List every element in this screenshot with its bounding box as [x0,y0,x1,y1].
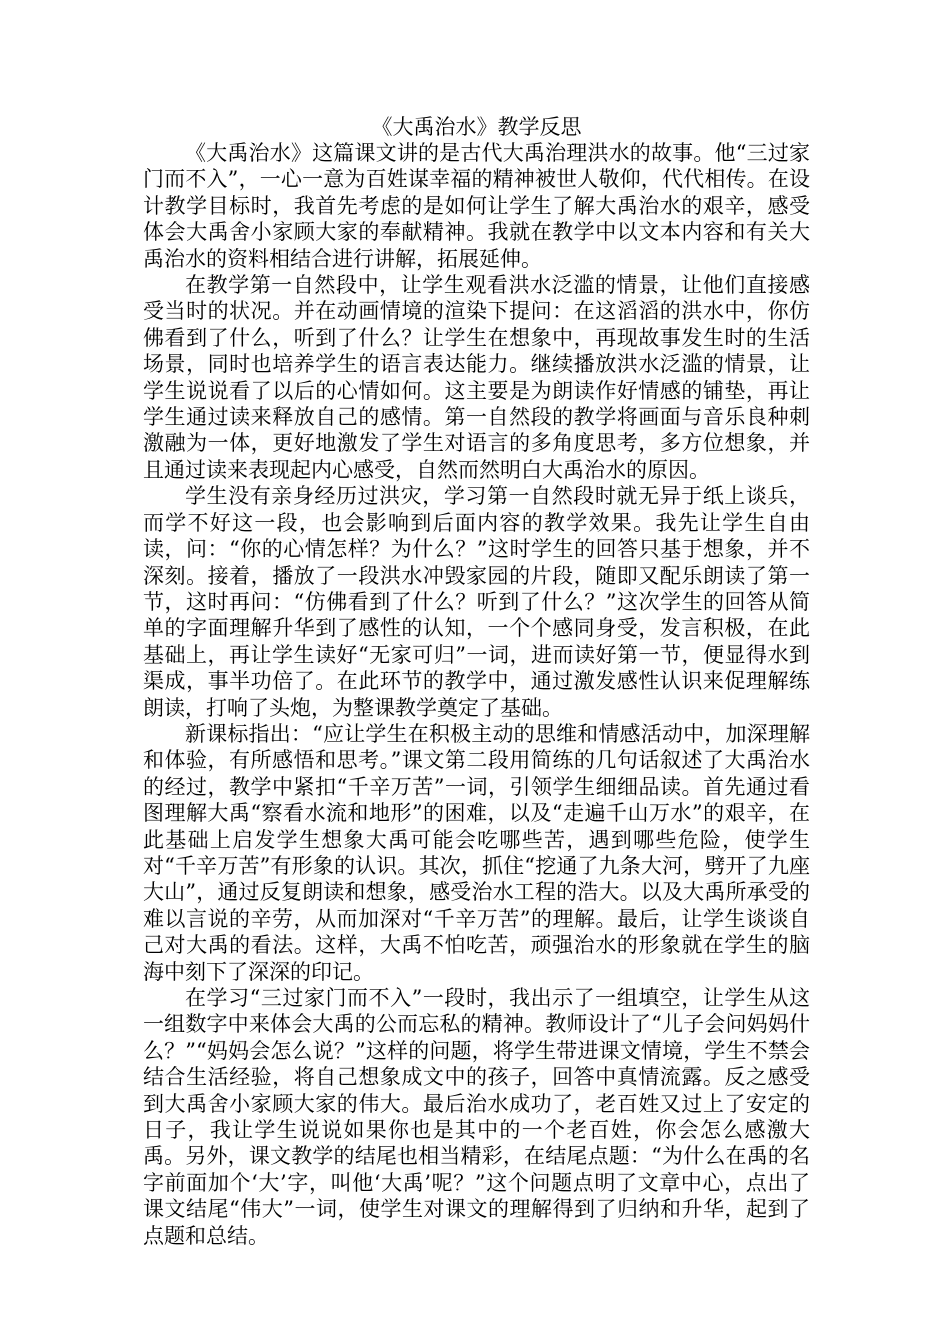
paragraph-three-times-home: 在学习“三过家门而不入”一段时，我出示了一组填空，让学生从这一组数字中来体会大禹的公而忘私的精神。教师设计了“儿子会问妈妈什么？”“妈妈会怎么说？”这样的问题，将学生带进课文情境，学生不禁会结合生活经验，将自己想象成文中的孩子，回答中真情流露。反之感受到大禹舍小家顾大家的伟大。最后治水成功了，老百姓又过上了安定的日子，我让学生说说如果你也是其中的一个老百姓，你会怎么感激大禹。另外，课文教学的结尾也相当精彩，在结尾点题：“为什么在禹的名字前面加个‘大’字，叫他‘大禹’呢？”这个问题点明了文章中心，点出了课文结尾“伟大”一词，使学生对课文的理解得到了归纳和升华，起到了点题和总结。 [143,986,810,1248]
document-title: 《大禹治水》教学反思 [371,115,582,139]
paragraph-first-section-teaching: 在教学第一自然段中，让学生观看洪水泛滥的情景，让他们直接感受当时的状况。并在动画情境的渲染下提问：在这滔滔的洪水中，你仿佛看到了什么，听到了什么？让学生在想象中，再现故事发生时的生活场景，同时也培养学生的语言表达能力。继续播放洪水泛滥的情景，让学生说说看了以后的心情如何。这主要是为朗读作好情感的铺垫，再让学生通过读来释放自己的感情。第一自然段的教学将画面与音乐良种刺激融为一体，更好地激发了学生对语言的多角度思考，多方位想象，并且通过读来表现起内心感受，自然而然明白大禹治水的原因。 [143,273,810,482]
paragraph-flood-experience: 学生没有亲身经历过洪灾，学习第一自然段时就无异于纸上谈兵，而学不好这一段，也会影响到后面内容的教学效果。我先让学生自由读，问：“你的心情怎样？为什么？”这时学生的回答只基于想象，并不深刻。接着，播放了一段洪水冲毁家园的片段，随即又配乐朗读了第一节，这时再问：“仿佛看到了什么？听到了什么？”这次学生的回答从简单的字面理解升华到了感性的认知，一个个感同身受，发言积极，在此基础上，再让学生读好“无家可归”一词，进而读好第一节，便显得水到渠成，事半功倍了。在此环节的教学中，通过激发感性认识来促理解练朗读，打响了头炮，为整课教学奠定了基础。 [143,484,810,720]
paragraph-curriculum-standard: 新课标指出：“应让学生在积极主动的思维和情感活动中，加深理解和体验，有所感悟和思考。”课文第二段用简练的几句话叙述了大禹治水的经过，教学中紧扣“千辛万苦”一词，引领学生细细品读。首先通过看图理解大禹“察看水流和地形”的困难，以及“走遍千山万水”的艰辛，在此基础上启发学生想象大禹可能会吃哪些苦，遇到哪些危险，使学生对“千辛万苦”有形象的认识。其次，抓住“挖通了九条大河，劈开了九座大山”，通过反复朗读和想象，感受治水工程的浩大。以及大禹所承受的难以言说的辛劳，从而加深对“千辛万苦”的理解。最后，让学生谈谈自己对大禹的看法。这样，大禹不怕吃苦，顽强治水的形象就在学生的脑海中刻下了深深的印记。 [143,721,810,984]
paragraph-intro: 《大禹治水》这篇课文讲的是古代大禹治理洪水的故事。他“三过家门而不入”，一心一意为百姓谋幸福的精神被世人敬仰，代代相传。在设计教学目标时，我首先考虑的是如何让学生了解大禹治水的艰辛，感受体会大禹舍小家顾大家的奉献精神。我就在教学中以文本内容和有关大禹治水的资料相结合进行讲解，拓展延伸。 [143,141,810,271]
